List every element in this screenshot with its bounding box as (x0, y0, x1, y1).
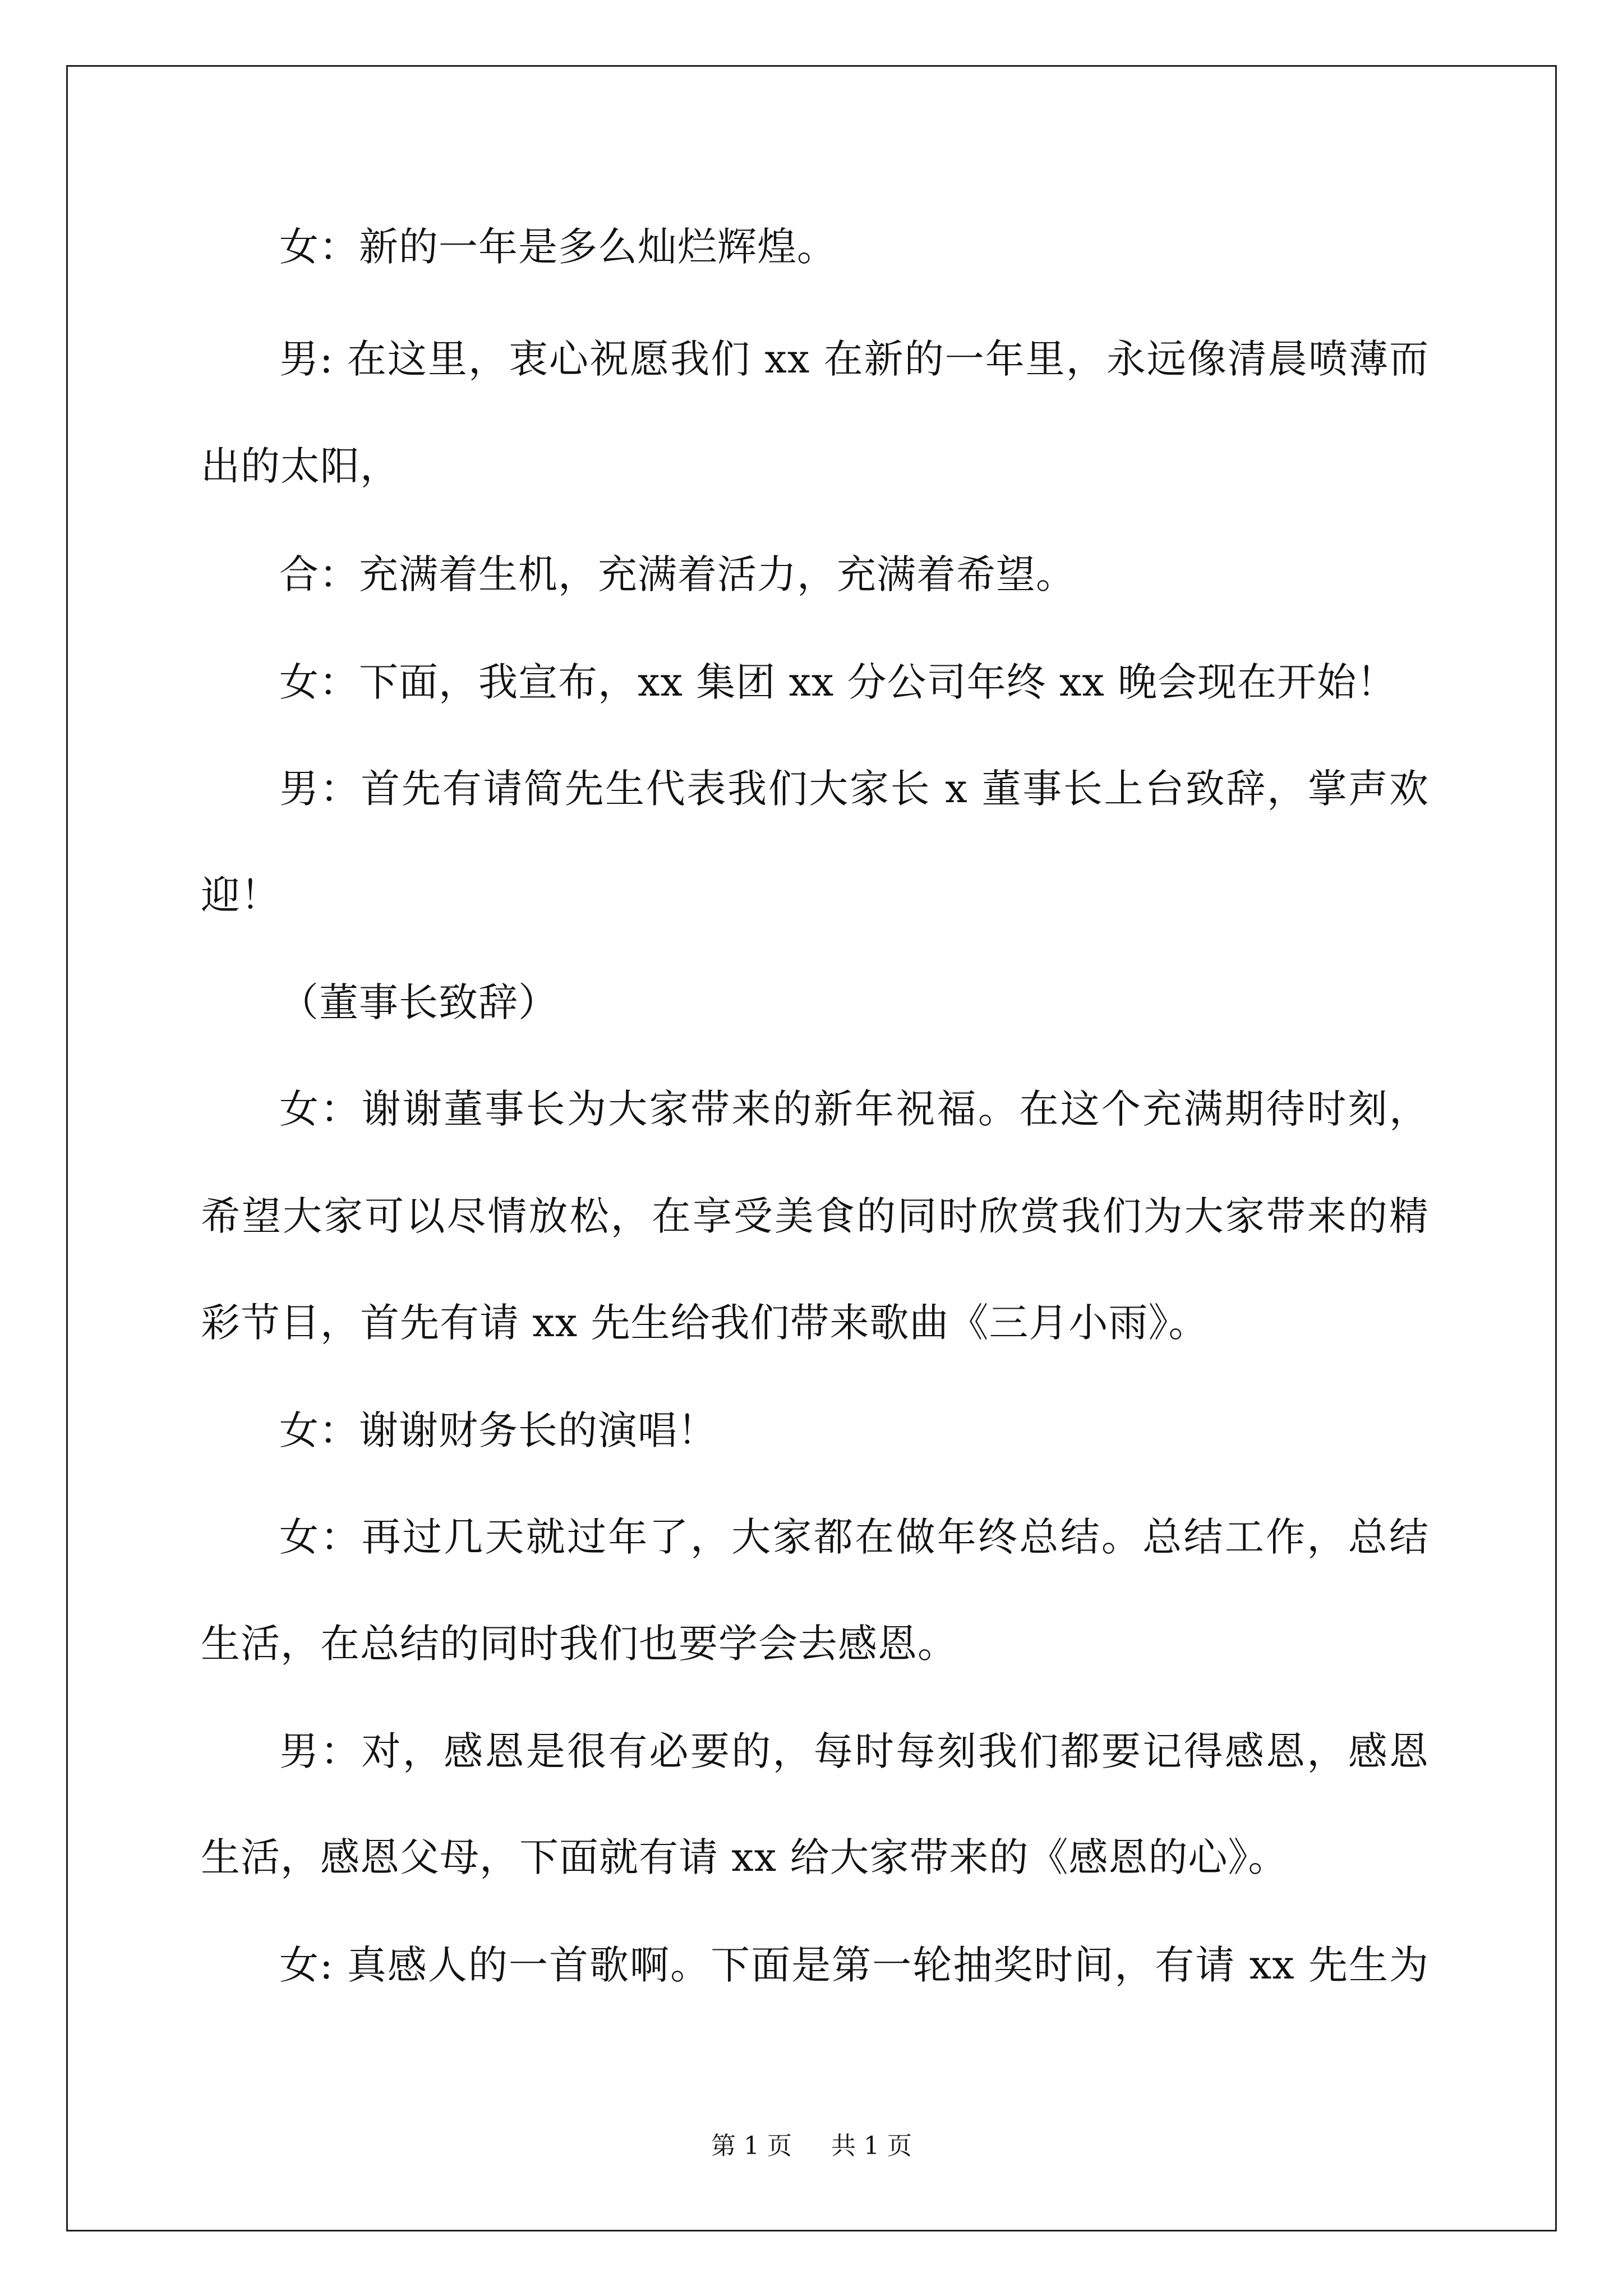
text-line: 女：再过几天就过年了，大家都在做年终总结。总结工作，总结 (279, 1514, 1429, 1560)
text-line: 迎！ (201, 872, 280, 918)
text-line: 女: 真感人的一首歌啊。下面是第一轮抽奖时间，有请 xx 先生为 (279, 1942, 1429, 1988)
text-line: 女：谢谢财务长的演唱！ (279, 1407, 717, 1453)
page-footer (0, 2129, 1623, 2163)
page-number-total: 共 1 页 (831, 2132, 912, 2160)
text-line: 女：下面，我宣布，xx 集团 xx 分公司年终 xx 晚会现在开始！ (279, 659, 1397, 705)
text-line: 出的太阳， (201, 443, 400, 489)
text-line: 彩节目，首先有请 xx 先生给我们带来歌曲《三月小雨》。 (201, 1300, 1209, 1346)
text-line: 生活，感恩父母，下面就有请 xx 给大家带来的《感恩的心》。 (201, 1834, 1288, 1880)
text-line: 女：新的一年是多么灿烂辉煌。 (279, 224, 837, 270)
text-line: 男: 在这里，衷心祝愿我们 xx 在新的一年里，永远像清晨喷薄而 (279, 336, 1429, 382)
page-border (66, 65, 1557, 2231)
text-line: 希望大家可以尽情放松，在享受美食的同时欣赏我们为大家带来的精 (201, 1193, 1429, 1239)
page-number-current: 第 1 页 (711, 2132, 792, 2160)
text-line: （董事长致辞） (279, 979, 558, 1025)
text-line: 合：充满着生机，充满着活力，充满着希望。 (279, 551, 1076, 597)
text-line: 男：对，感恩是很有必要的，每时每刻我们都要记得感恩，感恩 (279, 1728, 1429, 1774)
text-line: 女：谢谢董事长为大家带来的新年祝福。在这个充满期待时刻， (279, 1086, 1429, 1132)
text-line: 生活，在总结的同时我们也要学会去感恩。 (201, 1621, 957, 1667)
text-line: 男：首先有请简先生代表我们大家长 x 董事长上台致辞，掌声欢 (279, 766, 1429, 812)
